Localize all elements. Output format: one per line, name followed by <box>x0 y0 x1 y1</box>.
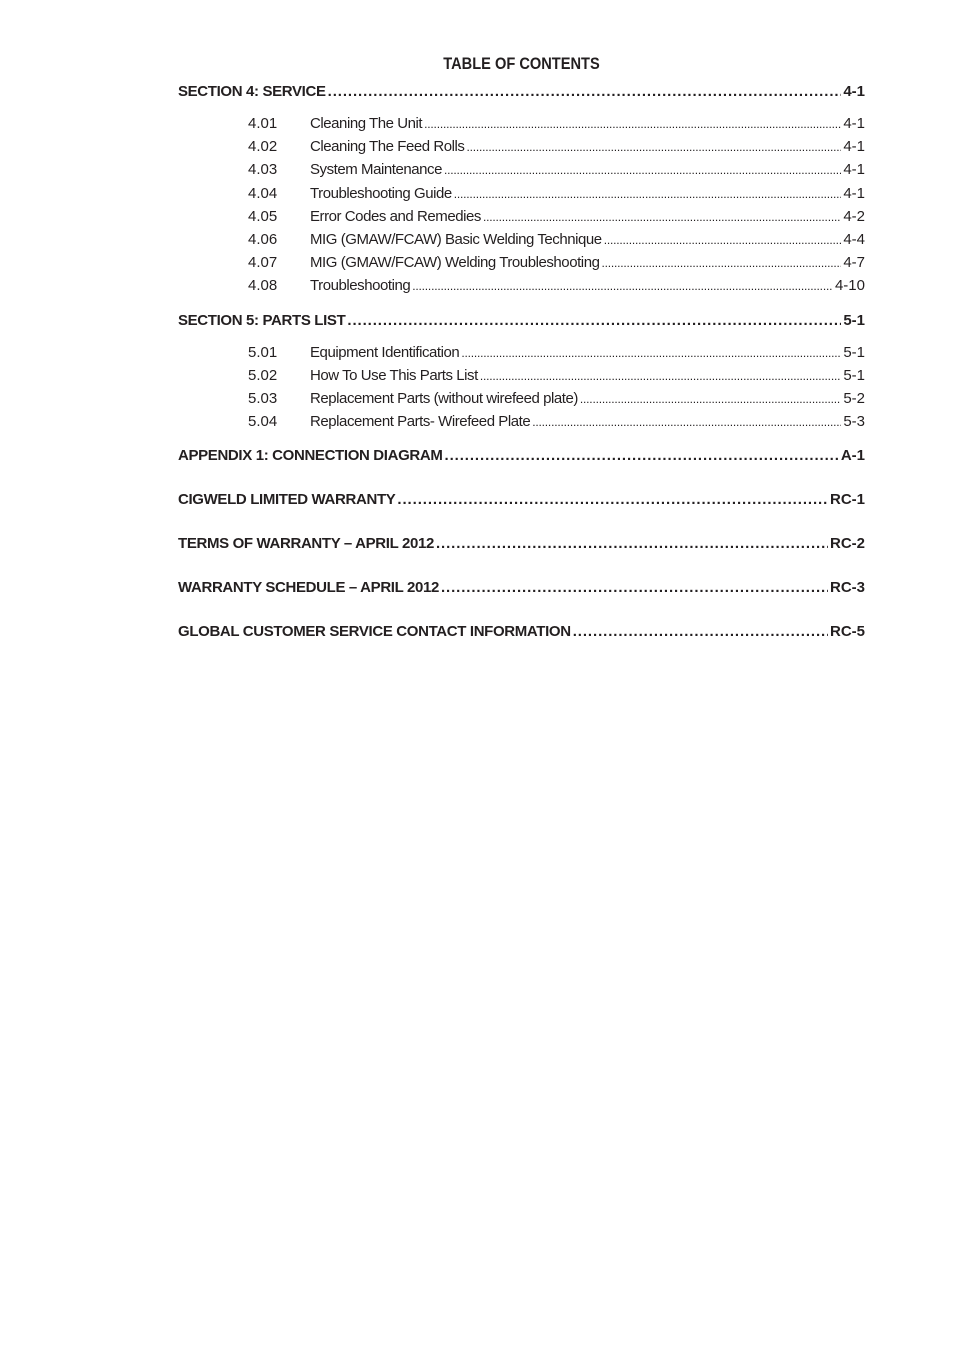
spacer <box>178 557 865 575</box>
item-title: How To Use This Parts List <box>310 366 478 384</box>
page-number: 4-7 <box>843 254 865 272</box>
dot-leader <box>483 206 841 229</box>
dot-leader <box>436 531 828 557</box>
dot-leader <box>444 159 841 182</box>
dot-leader <box>532 411 841 434</box>
dot-leader <box>466 136 841 159</box>
page-number: 5-1 <box>843 343 865 361</box>
table-of-contents <box>178 52 865 645</box>
section-title: APPENDIX 1: CONNECTION DIAGRAM <box>178 447 443 465</box>
item-number: 4.02 <box>248 138 278 156</box>
page-number: 5-3 <box>843 413 865 431</box>
spacer <box>178 469 865 487</box>
toc-item-5-01[interactable] <box>178 341 865 364</box>
toc-item-4-03[interactable] <box>178 158 865 181</box>
dot-leader <box>328 79 842 105</box>
page-number: 4-1 <box>843 138 865 156</box>
section-title: SECTION 5: PARTS LIST <box>178 311 346 329</box>
page-number: RC-5 <box>829 623 865 641</box>
toc-item-4-07[interactable] <box>178 251 865 274</box>
page-number: 4-1 <box>843 161 865 179</box>
toc-title: TABLE OF CONTENTS <box>443 54 600 73</box>
toc-item-5-02[interactable] <box>178 364 865 387</box>
toc-item-5-03[interactable] <box>178 387 865 410</box>
item-number: 5.04 <box>248 413 278 431</box>
spacer <box>178 513 865 531</box>
toc-section-5[interactable] <box>178 308 865 334</box>
section-5-items <box>178 341 865 434</box>
toc-global-contact[interactable] <box>178 619 865 645</box>
page-number: 4-1 <box>843 115 865 132</box>
item-title: Replacement Parts (without wirefeed plate) <box>310 389 578 407</box>
toc-item-4-01[interactable] <box>178 112 865 135</box>
dot-leader <box>461 342 841 365</box>
item-title: Replacement Parts- Wirefeed Plate <box>310 413 531 431</box>
toc-section-4[interactable] <box>178 79 865 105</box>
item-number: 4.04 <box>248 184 278 202</box>
item-title: Troubleshooting <box>310 277 411 295</box>
item-number: 4.07 <box>248 254 278 272</box>
toc-item-4-06[interactable] <box>178 228 865 251</box>
page-number: 5-1 <box>843 366 865 384</box>
page-number: 4-1 <box>843 184 865 202</box>
item-title: Troubleshooting Guide <box>310 184 452 202</box>
toc-item-5-04[interactable] <box>178 410 865 433</box>
item-title: Cleaning The Feed Rolls <box>310 138 465 156</box>
dot-leader <box>347 308 841 334</box>
dot-leader <box>480 365 842 388</box>
item-number: 4.05 <box>248 207 278 225</box>
page-number: 5-2 <box>843 389 865 407</box>
page-number: RC-2 <box>829 535 865 553</box>
dot-leader <box>412 275 833 298</box>
item-title: MIG (GMAW/FCAW) Welding Troubleshooting <box>310 254 600 272</box>
item-title: Error Codes and Remedies <box>310 207 481 225</box>
toc-item-4-08[interactable] <box>178 274 865 297</box>
item-number: 4.03 <box>248 161 278 179</box>
page-number: A-1 <box>840 447 865 465</box>
page-number: 4-1 <box>843 83 865 100</box>
section-title: CIGWELD LIMITED WARRANTY <box>178 491 396 509</box>
page-number: 4-10 <box>834 277 865 295</box>
item-title: Equipment Identification <box>310 343 460 361</box>
item-number: 4.06 <box>248 230 278 248</box>
dot-leader <box>601 252 841 275</box>
dot-leader <box>573 619 828 645</box>
toc-appendix-1[interactable] <box>178 443 865 469</box>
section-4-items <box>178 112 865 298</box>
toc-terms-of-warranty[interactable] <box>178 531 865 557</box>
page-number: RC-3 <box>829 579 865 597</box>
section-title: SECTION 4: SERVICE <box>178 83 326 100</box>
section-title: GLOBAL CUSTOMER SERVICE CONTACT INFORMATION <box>178 623 571 641</box>
item-number: 5.03 <box>248 389 278 407</box>
toc-item-4-02[interactable] <box>178 135 865 158</box>
section-title: WARRANTY SCHEDULE – APRIL 2012 <box>178 579 439 597</box>
page-number: RC-1 <box>829 491 865 509</box>
item-title: System Maintenance <box>310 161 442 179</box>
section-title: TERMS OF WARRANTY – APRIL 2012 <box>178 535 434 553</box>
page-number: 4-4 <box>843 230 865 248</box>
dot-leader <box>580 388 841 411</box>
page-number: 4-2 <box>843 207 865 225</box>
spacer <box>178 601 865 619</box>
item-number: 4.01 <box>248 115 278 132</box>
item-number: 4.08 <box>248 277 278 295</box>
dot-leader <box>441 575 828 601</box>
toc-limited-warranty[interactable] <box>178 487 865 513</box>
dot-leader <box>445 443 839 469</box>
page-number: 5-1 <box>843 311 865 329</box>
item-number: 5.01 <box>248 343 278 361</box>
toc-warranty-schedule[interactable] <box>178 575 865 601</box>
toc-item-4-05[interactable] <box>178 205 865 228</box>
item-title: Cleaning The Unit <box>310 115 423 132</box>
toc-item-4-04[interactable] <box>178 182 865 205</box>
item-number: 5.02 <box>248 366 278 384</box>
dot-leader <box>424 113 841 136</box>
item-title: MIG (GMAW/FCAW) Basic Welding Technique <box>310 230 602 248</box>
dot-leader <box>397 487 828 513</box>
dot-leader <box>604 229 842 252</box>
dot-leader <box>454 183 842 206</box>
